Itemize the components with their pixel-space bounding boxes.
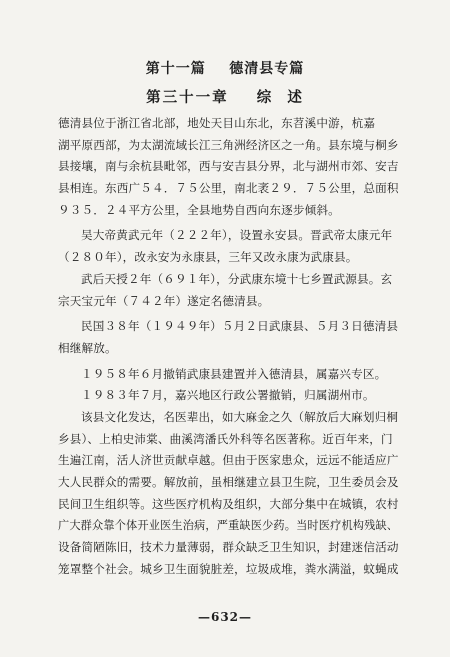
text-line: １９８３年７月，嘉兴地区行政公署撤销，归属湖州市。: [81, 388, 375, 403]
text-line: 乡县）、上柏史沛棠、曲溪湾潘氏外科等名医著称。近百年来，门: [58, 431, 393, 446]
text-line: 民间卫生组织等。这些医疗机构及组织，大部分集中在城镇，农村: [58, 496, 399, 511]
text-line: 该县文化发达，名医辈出，如大麻金之久（解放后大麻划归桐: [81, 409, 399, 424]
text-line: 湖平原西部，为太湖流域长江三角洲经济区之一角。县东境与桐乡: [58, 137, 399, 152]
text-line: 县相连。东西广５４．７５公里，南北袤２９．７５公里，总面积: [58, 181, 399, 196]
text-line: 生遍江南，活人济世贡献卓越。但由于医家患众，远远不能适应广: [58, 453, 399, 468]
text-line: 武后天授２年（６９１年），分武康东境十七乡置武源县。玄: [81, 271, 393, 286]
text-line: 民国３８年（１９４９年）５月２日武康县、５月３日德清县: [81, 319, 399, 334]
text-line: （２８０年），改永安为永康县，三年又改永康为武康县。: [58, 250, 358, 265]
text-line: 德清县位于浙江省北部，地处天目山东北，东苕溪中游，杭嘉: [58, 116, 376, 130]
text-line: １９５８年６月撤销武康县建置并入德清县，属嘉兴专区。: [81, 366, 387, 381]
part-heading: 第十一篇 德清县专篇: [145, 61, 305, 77]
text-line: 大人民群众的需要。解放前，虽相继建立县卫生院，卫生委员会及: [58, 475, 399, 489]
text-line: 县接壤，南与余杭县毗邻，西与安吉县分界，北与湖州市郊、安吉: [58, 159, 399, 174]
chapter-heading: 第三十一章 综 述: [146, 89, 304, 106]
text-line: ９３５．２４平方公里，全县地势自西向东逐步倾斜。: [58, 202, 340, 217]
text-line: 宗天宝元年（７４２年）遂定名德清县。: [58, 293, 270, 308]
text-line: 吴大帝黄武元年（２２２年），设置永安县。晋武帝太康元年: [81, 228, 393, 243]
text-line: 广大群众靠个体开业医生治病，严重缺医少药。当时医疗机构残缺、: [58, 519, 399, 533]
body-text: [58, 113, 403, 580]
text-line: 相继解放。: [58, 340, 117, 355]
text-line: 设备简陋陈旧，技术力量薄弱，群众缺乏卫生知识，封建迷信活动: [58, 540, 399, 555]
text-line: 笼罩整个社会。城乡卫生面貌脏差，垃圾成堆，粪水满溢，蚊蝇成: [58, 561, 399, 576]
page-number: —632—: [197, 610, 253, 624]
